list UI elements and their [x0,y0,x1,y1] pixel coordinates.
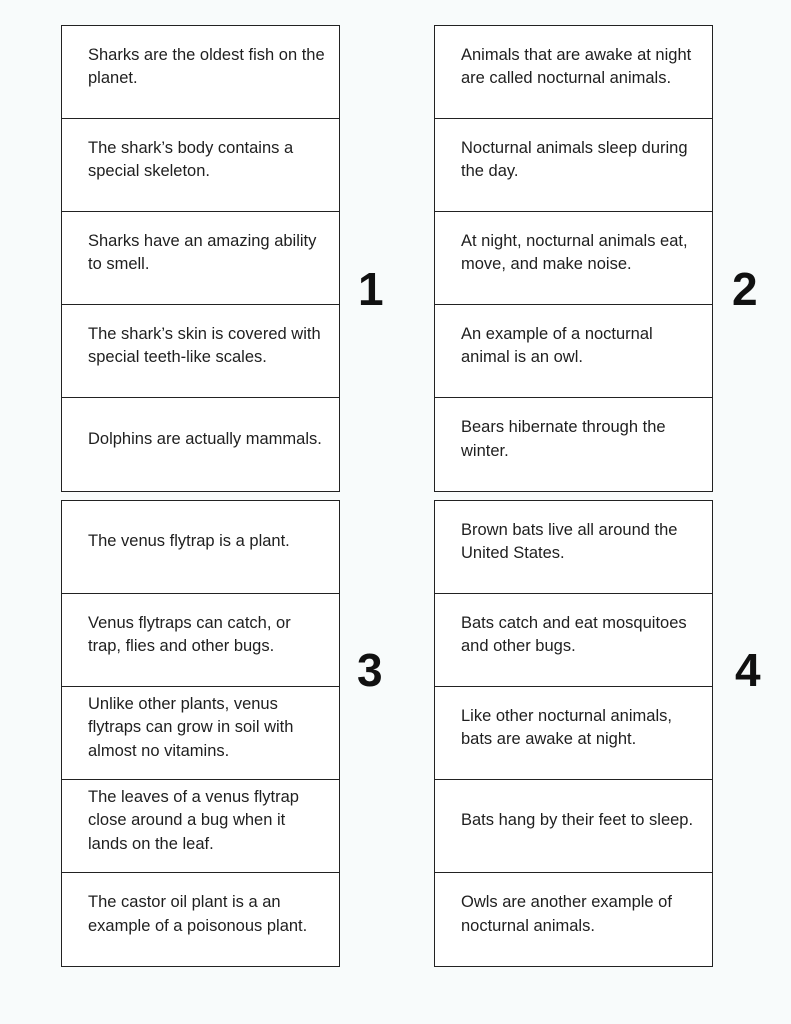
card-text: Bats catch and eat mosquitoes and other bugs. [461,613,687,655]
card [435,398,712,491]
group-number-3: 3 [357,644,383,696]
card-group-1 [61,25,340,492]
card [62,305,339,398]
card-text: The shark’s skin is covered with special teeth-like scales. [88,324,321,366]
card-text: The leaves of a venus flytrap close around a bug when it lands on the leaf. [88,787,299,853]
card-text: Venus flytraps can catch, or trap, flies and other bugs. [88,613,291,655]
card-text: Brown bats live all around the United States. [461,520,678,562]
card-text: At night, nocturnal animals eat, move, and make noise. [461,231,688,273]
card [435,26,712,119]
card-group-4 [434,500,713,967]
card [62,212,339,305]
card-text: Bats hang by their feet to sleep. [461,811,694,830]
card-text: The shark’s body contains a special skeleton. [88,138,294,180]
card [435,305,712,398]
card-text: The castor oil plant is a an example of a poisonous plant. [88,893,308,935]
card [435,119,712,212]
card-text: Dolphins are actually mammals. [88,429,322,448]
card [435,212,712,305]
card-text: Sharks are the oldest fish on the planet. [88,45,325,87]
group-number-4: 4 [735,644,761,696]
card [435,687,712,780]
card [62,594,339,687]
card [62,501,339,594]
card [62,687,339,780]
group-number-1: 1 [358,263,384,315]
card-text: Nocturnal animals sleep during the day. [461,138,688,180]
card-text: Owls are another example of nocturnal animals. [461,893,672,935]
card-text: Like other nocturnal animals, bats are awake at night. [461,706,672,748]
card-text: Bears hibernate through the winter. [461,418,666,460]
card [62,119,339,212]
card [435,594,712,687]
card [62,398,339,491]
card-text: Unlike other plants, venus flytraps can grow in soil with almost no vitamins. [88,694,294,760]
card [435,501,712,594]
group-number-2: 2 [732,263,758,315]
card-text: Animals that are awake at night are called nocturnal animals. [461,45,692,87]
card-text: The venus flytrap is a plant. [88,532,290,551]
card-group-2 [434,25,713,492]
card [62,780,339,873]
card [62,873,339,966]
card-text: An example of a nocturnal animal is an owl. [461,324,653,366]
card [435,780,712,873]
card-group-3 [61,500,340,967]
card [62,26,339,119]
card [435,873,712,966]
card-text: Sharks have an amazing ability to smell. [88,231,317,273]
